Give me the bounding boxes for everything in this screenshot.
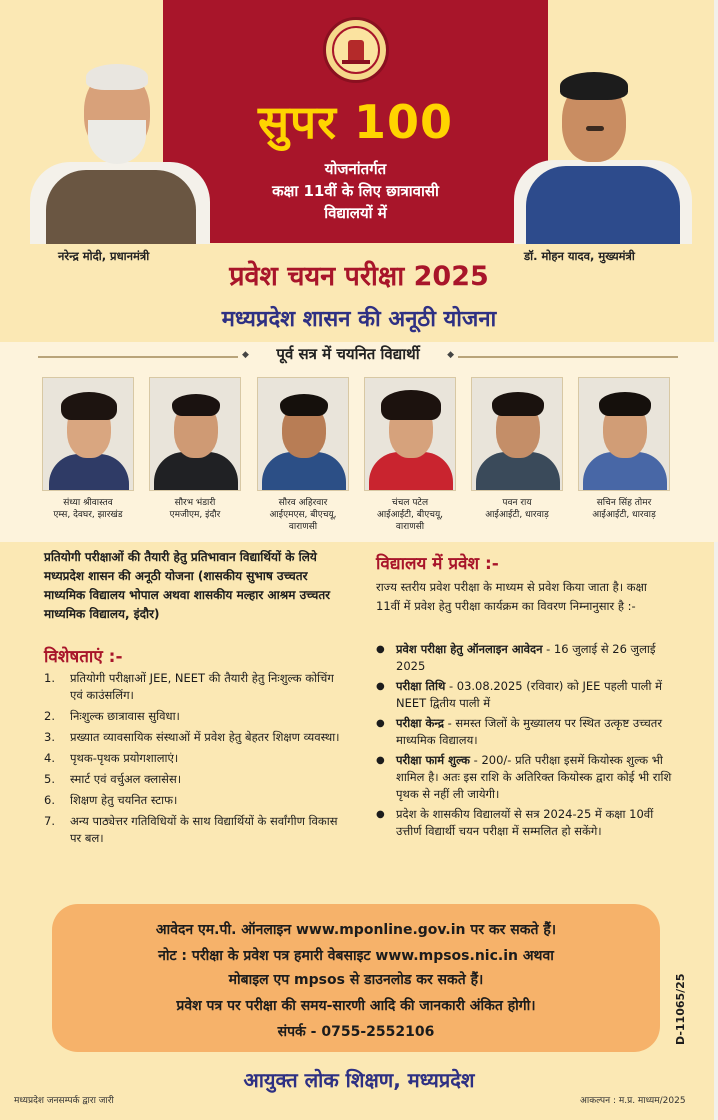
list-item: ● प्रवेश परीक्षा हेतु ऑनलाइन आवेदन - 16 जुलाई से 26 जुलाई 2025: [376, 642, 656, 673]
student-photo: [578, 377, 670, 491]
features-list: [44, 670, 344, 851]
list-item: ● प्रदेश के शासकीय विद्यालयों से सत्र 2024-25 में कक्षा 10वीं उत्तीर्ण विद्यार्थी चयन परीक्षा में सम्मलित हो सकेंगे।: [376, 807, 654, 838]
student-name: सौरव अहिरवार: [278, 498, 328, 508]
students-heading: ◆ पूर्व सत्र में चयनित विद्यार्थी ◆: [238, 344, 458, 370]
student-name: चंचल पटेल: [391, 498, 429, 508]
subtitle-line: विद्यालयों में: [324, 204, 387, 222]
footer-design-credit: आकल्पन : म.प्र. माध्यम/2025: [580, 1096, 686, 1106]
list-item: 7. अन्य पाठ्येत्तर गतिविधियों के साथ विद्यार्थियों के सर्वांगीण विकास पर बल।: [44, 814, 338, 845]
student-card: [257, 377, 349, 533]
subtitle-line: योजनांतर्गत: [324, 160, 387, 178]
admission-intro: राज्य स्तरीय प्रवेश परीक्षा के माध्यम से प्रवेश किया जाता है। कक्षा 11वीं में प्रवेश हेतु परीक्षा कार्यक्रम का विवरण निम्नानुसार है :-: [376, 580, 647, 613]
scheme-title: सुपर 100: [257, 95, 454, 149]
student-photo: [149, 377, 241, 491]
list-item: 6. शिक्षण हेतु चयनित स्टाफ।: [44, 793, 178, 807]
student-photo: [364, 377, 456, 491]
student-card: [578, 377, 670, 521]
student-name: संध्या श्रीवास्तव: [63, 498, 113, 508]
bullet-icon: ●: [376, 809, 385, 820]
student-institute: आईआईटी, धारवाड़: [592, 510, 656, 520]
student-card: [471, 377, 563, 521]
pm-caption: नरेन्द्र मोदी, प्रधानमंत्री: [58, 249, 150, 263]
features-heading: विशेषताएं :-: [44, 647, 123, 667]
chief-minister-photo: [498, 64, 698, 244]
student-institute: आईएमएस, बीएचयू, वाराणसी: [269, 510, 337, 532]
list-item: 1. प्रतियोगी परीक्षाओं JEE, NEET की तैयारी हेतु निःशुल्क कोचिंग एवं काउंसलिंग।: [44, 671, 334, 702]
bullet-icon: ●: [376, 644, 385, 655]
student-institute: एम्स, देवघर, झारखंड: [53, 510, 123, 520]
issuing-authority: आयुक्त लोक शिक्षण, मध्यप्रदेश: [243, 1068, 475, 1092]
exam-title: प्रवेश चयन परीक्षा 2025: [229, 261, 489, 292]
student-card: [149, 377, 241, 521]
admission-list: [376, 641, 672, 843]
notice-line: नोट : परीक्षा के प्रवेश पत्र हमारी वेबसाइट www.mpsos.nic.in अथवा: [158, 948, 554, 964]
student-name: सौरभ भंडारी: [174, 498, 216, 508]
list-item: 5. स्मार्ट एवं वर्चुअल क्लासेस।: [44, 772, 182, 786]
mp-government-emblem: [323, 17, 389, 83]
bullet-icon: ●: [376, 718, 385, 729]
student-card: [42, 377, 134, 521]
student-card: [364, 377, 456, 533]
list-item: ● परीक्षा फार्म शुल्क - 200/- प्रति परीक्षा इसमें कियोस्क शुल्क भी शामिल है। अतः इस राशि के अतिरिक्त कियोस्क द्वारा कोई भी राशि पृथक से नहीं ली जायेगी।: [376, 753, 672, 801]
list-item: 2. निःशुल्क छात्रावास सुविधा।: [44, 709, 180, 723]
notice-line: मोबाइल एप mpsos से डाउनलोड कर सकते हैं।: [228, 972, 484, 988]
student-photo: [42, 377, 134, 491]
admission-heading: विद्यालय में प्रवेश :-: [376, 554, 499, 574]
scheme-intro: प्रतियोगी परीक्षाओं की तैयारी हेतु प्रतिभावान विद्यार्थियों के लिये मध्यप्रदेश शासन की अनूठी योजना (शासकीय सुभाष उच्चतर माध्यमिक विद्यालय भोपाल अथवा शासकीय मल्हार आश्रम उच्चतर माध्यमिक विद्यालय, इंदौर): [44, 550, 331, 621]
footer-issuer: मध्यप्रदेश जनसम्पर्क द्वारा जारी: [14, 1096, 114, 1106]
bullet-icon: ●: [376, 681, 385, 692]
notice-line: आवेदन एम.पी. ऑनलाइन www.mponline.gov.in पर कर सकते हैं।: [155, 922, 557, 938]
student-institute: आईआईटी, बीएचयू, वाराणसी: [376, 510, 444, 532]
prime-minister-photo: [22, 58, 218, 244]
list-item: 4. पृथक-पृथक प्रयोगशालाएं।: [44, 751, 179, 765]
notice-line: प्रवेश पत्र पर परीक्षा की समय-सारणी आदि की जानकारी अंकित होगी।: [176, 998, 536, 1014]
bullet-icon: ●: [376, 755, 385, 766]
student-name: पवन राय: [502, 498, 532, 508]
subtitle-line: कक्षा 11वीं के लिए छात्रावासी: [272, 182, 439, 200]
cm-caption: डॉ. मोहन यादव, मुख्यमंत्री: [524, 249, 635, 263]
contact-line: संपर्क - 0755-2552106: [277, 1024, 435, 1040]
advertisement-code: D-11065/25: [674, 973, 687, 1045]
student-photo: [471, 377, 563, 491]
student-institute: आईआईटी, धारवाड़: [485, 510, 549, 520]
student-name: सचिन सिंह तोमर: [596, 498, 652, 508]
scheme-tagline: मध्यप्रदेश शासन की अनूठी योजना: [221, 307, 497, 332]
list-item: ● परीक्षा तिथि - 03.08.2025 (रविवार) को JEE पहली पाली में NEET द्वितीय पाली में: [376, 679, 662, 710]
student-institute: एमजीएम, इंदौर: [169, 510, 221, 520]
list-item: ● परीक्षा केन्द्र - समस्त जिलों के मुख्यालय पर स्थित उत्कृष्ट उच्चतर माध्यमिक विद्यालय।: [376, 716, 663, 747]
scheme-subtitle: [163, 158, 548, 224]
student-photo: [257, 377, 349, 491]
list-item: 3. प्रख्यात व्यावसायिक संस्थाओं में प्रवेश हेतु बेहतर शिक्षण व्यवस्था।: [44, 730, 340, 744]
